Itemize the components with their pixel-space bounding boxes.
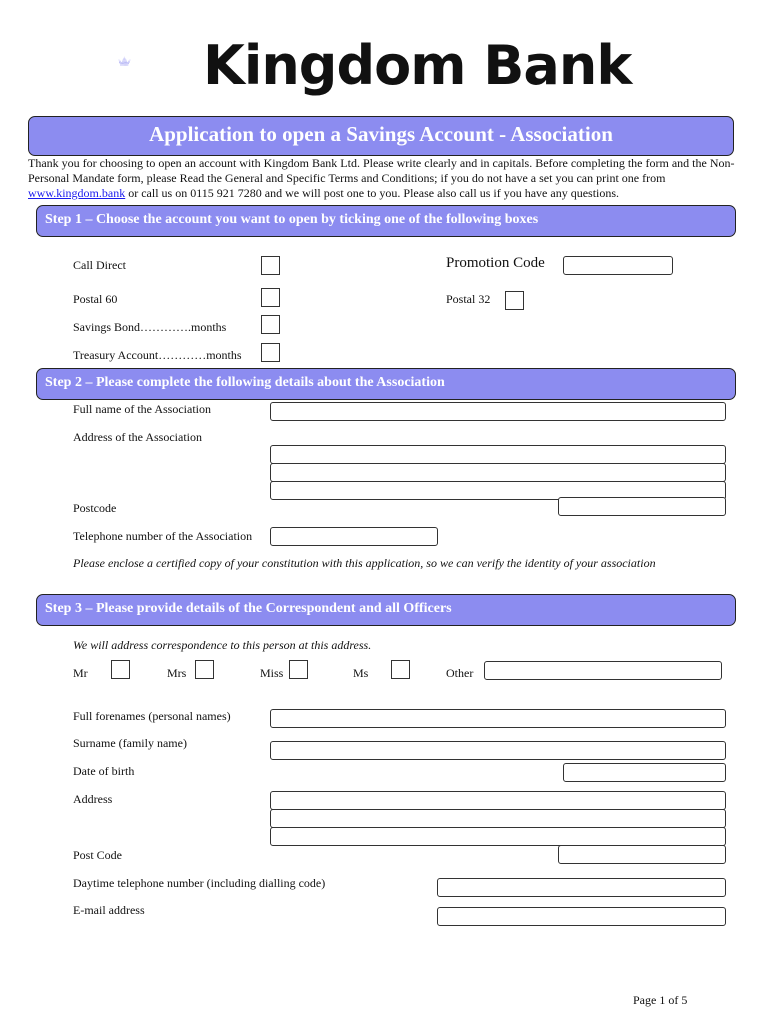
title-mr-checkbox[interactable] (111, 660, 130, 679)
call-direct-label: Call Direct (73, 258, 126, 272)
email-input[interactable] (437, 907, 726, 926)
constitution-note: Please enclose a certified copy of your constitution with this application, so we can verify the identity of your association (73, 556, 656, 570)
page-number: Page 1 of 5 (633, 993, 688, 1007)
title-ms-checkbox[interactable] (391, 660, 410, 679)
daytime-phone-input[interactable] (437, 878, 726, 897)
call-direct-checkbox[interactable] (261, 256, 280, 275)
correspondent-address-line3-input[interactable] (270, 827, 726, 846)
association-address-line2-input[interactable] (270, 463, 726, 482)
correspondence-note: We will address correspondence to this person at this address. (73, 638, 372, 652)
surname-label: Surname (family name) (73, 736, 187, 750)
bank-name: Kingdom Bank (203, 34, 632, 97)
email-label: E-mail address (73, 903, 145, 917)
treasury-account-checkbox[interactable] (261, 343, 280, 362)
forenames-label: Full forenames (personal names) (73, 709, 231, 723)
title-miss-label: Miss (260, 666, 284, 680)
crown-icon (118, 28, 208, 98)
title-miss-checkbox[interactable] (289, 660, 308, 679)
correspondent-address-line1-input[interactable] (270, 791, 726, 810)
forenames-input[interactable] (270, 709, 726, 728)
savings-bond-label: Savings Bond………….months (73, 320, 227, 334)
association-telephone-input[interactable] (270, 527, 438, 546)
association-address-line1-input[interactable] (270, 445, 726, 464)
promotion-code-label: Promotion Code (446, 255, 545, 271)
dob-input[interactable] (563, 763, 726, 782)
daytime-phone-label: Daytime telephone number (including dialling code) (73, 876, 326, 890)
surname-input[interactable] (270, 741, 726, 760)
website-link[interactable]: www.kingdom.bank (28, 186, 126, 200)
step2-heading: Step 2 – Please complete the following details about the Association (45, 375, 445, 390)
postal-32-label: Postal 32 (446, 292, 491, 306)
intro-paragraph (28, 156, 744, 201)
dob-label: Date of birth (73, 764, 135, 778)
postal-60-label: Postal 60 (73, 292, 118, 306)
correspondent-address-label: Address (73, 792, 113, 806)
correspondent-postcode-input[interactable] (558, 845, 726, 864)
postal-60-checkbox[interactable] (261, 288, 280, 307)
association-postcode-input[interactable] (558, 497, 726, 516)
correspondent-postcode-label: Post Code (73, 848, 123, 862)
treasury-account-label: Treasury Account…………months (73, 348, 242, 362)
promotion-code-input[interactable] (563, 256, 673, 275)
intro-text-after: or call us on 0115 921 7280 and we will post one to you. Please also call us if you have any questions. (125, 186, 620, 200)
correspondent-address-line2-input[interactable] (270, 809, 726, 828)
association-telephone-label: Telephone number of the Association (73, 529, 253, 543)
title-mrs-checkbox[interactable] (195, 660, 214, 679)
savings-bond-checkbox[interactable] (261, 315, 280, 334)
title-other-label: Other (446, 666, 474, 680)
title-other-input[interactable] (484, 661, 722, 680)
intro-text-before: Thank you for choosing to open an account with Kingdom Bank Ltd. Please write clearly and in capitals. Before completing the form and the Non-Personal Mandate form, please Read the General and Specific Terms and Conditions; if you do not have a set you can print one from (28, 156, 735, 185)
step1-heading: Step 1 – Choose the account you want to open by ticking one of the following boxes (45, 212, 539, 227)
title-ms-label: Ms (353, 666, 369, 680)
title-mrs-label: Mrs (167, 666, 187, 680)
association-postcode-label: Postcode (73, 501, 117, 515)
association-name-input[interactable] (270, 402, 726, 421)
association-address-label: Address of the Association (73, 430, 202, 444)
title-mr-label: Mr (73, 666, 88, 680)
page-title: Application to open a Savings Account - Association (149, 122, 613, 146)
association-name-label: Full name of the Association (73, 402, 211, 416)
postal-32-checkbox[interactable] (505, 291, 524, 310)
step3-heading: Step 3 – Please provide details of the Correspondent and all Officers (45, 601, 452, 616)
